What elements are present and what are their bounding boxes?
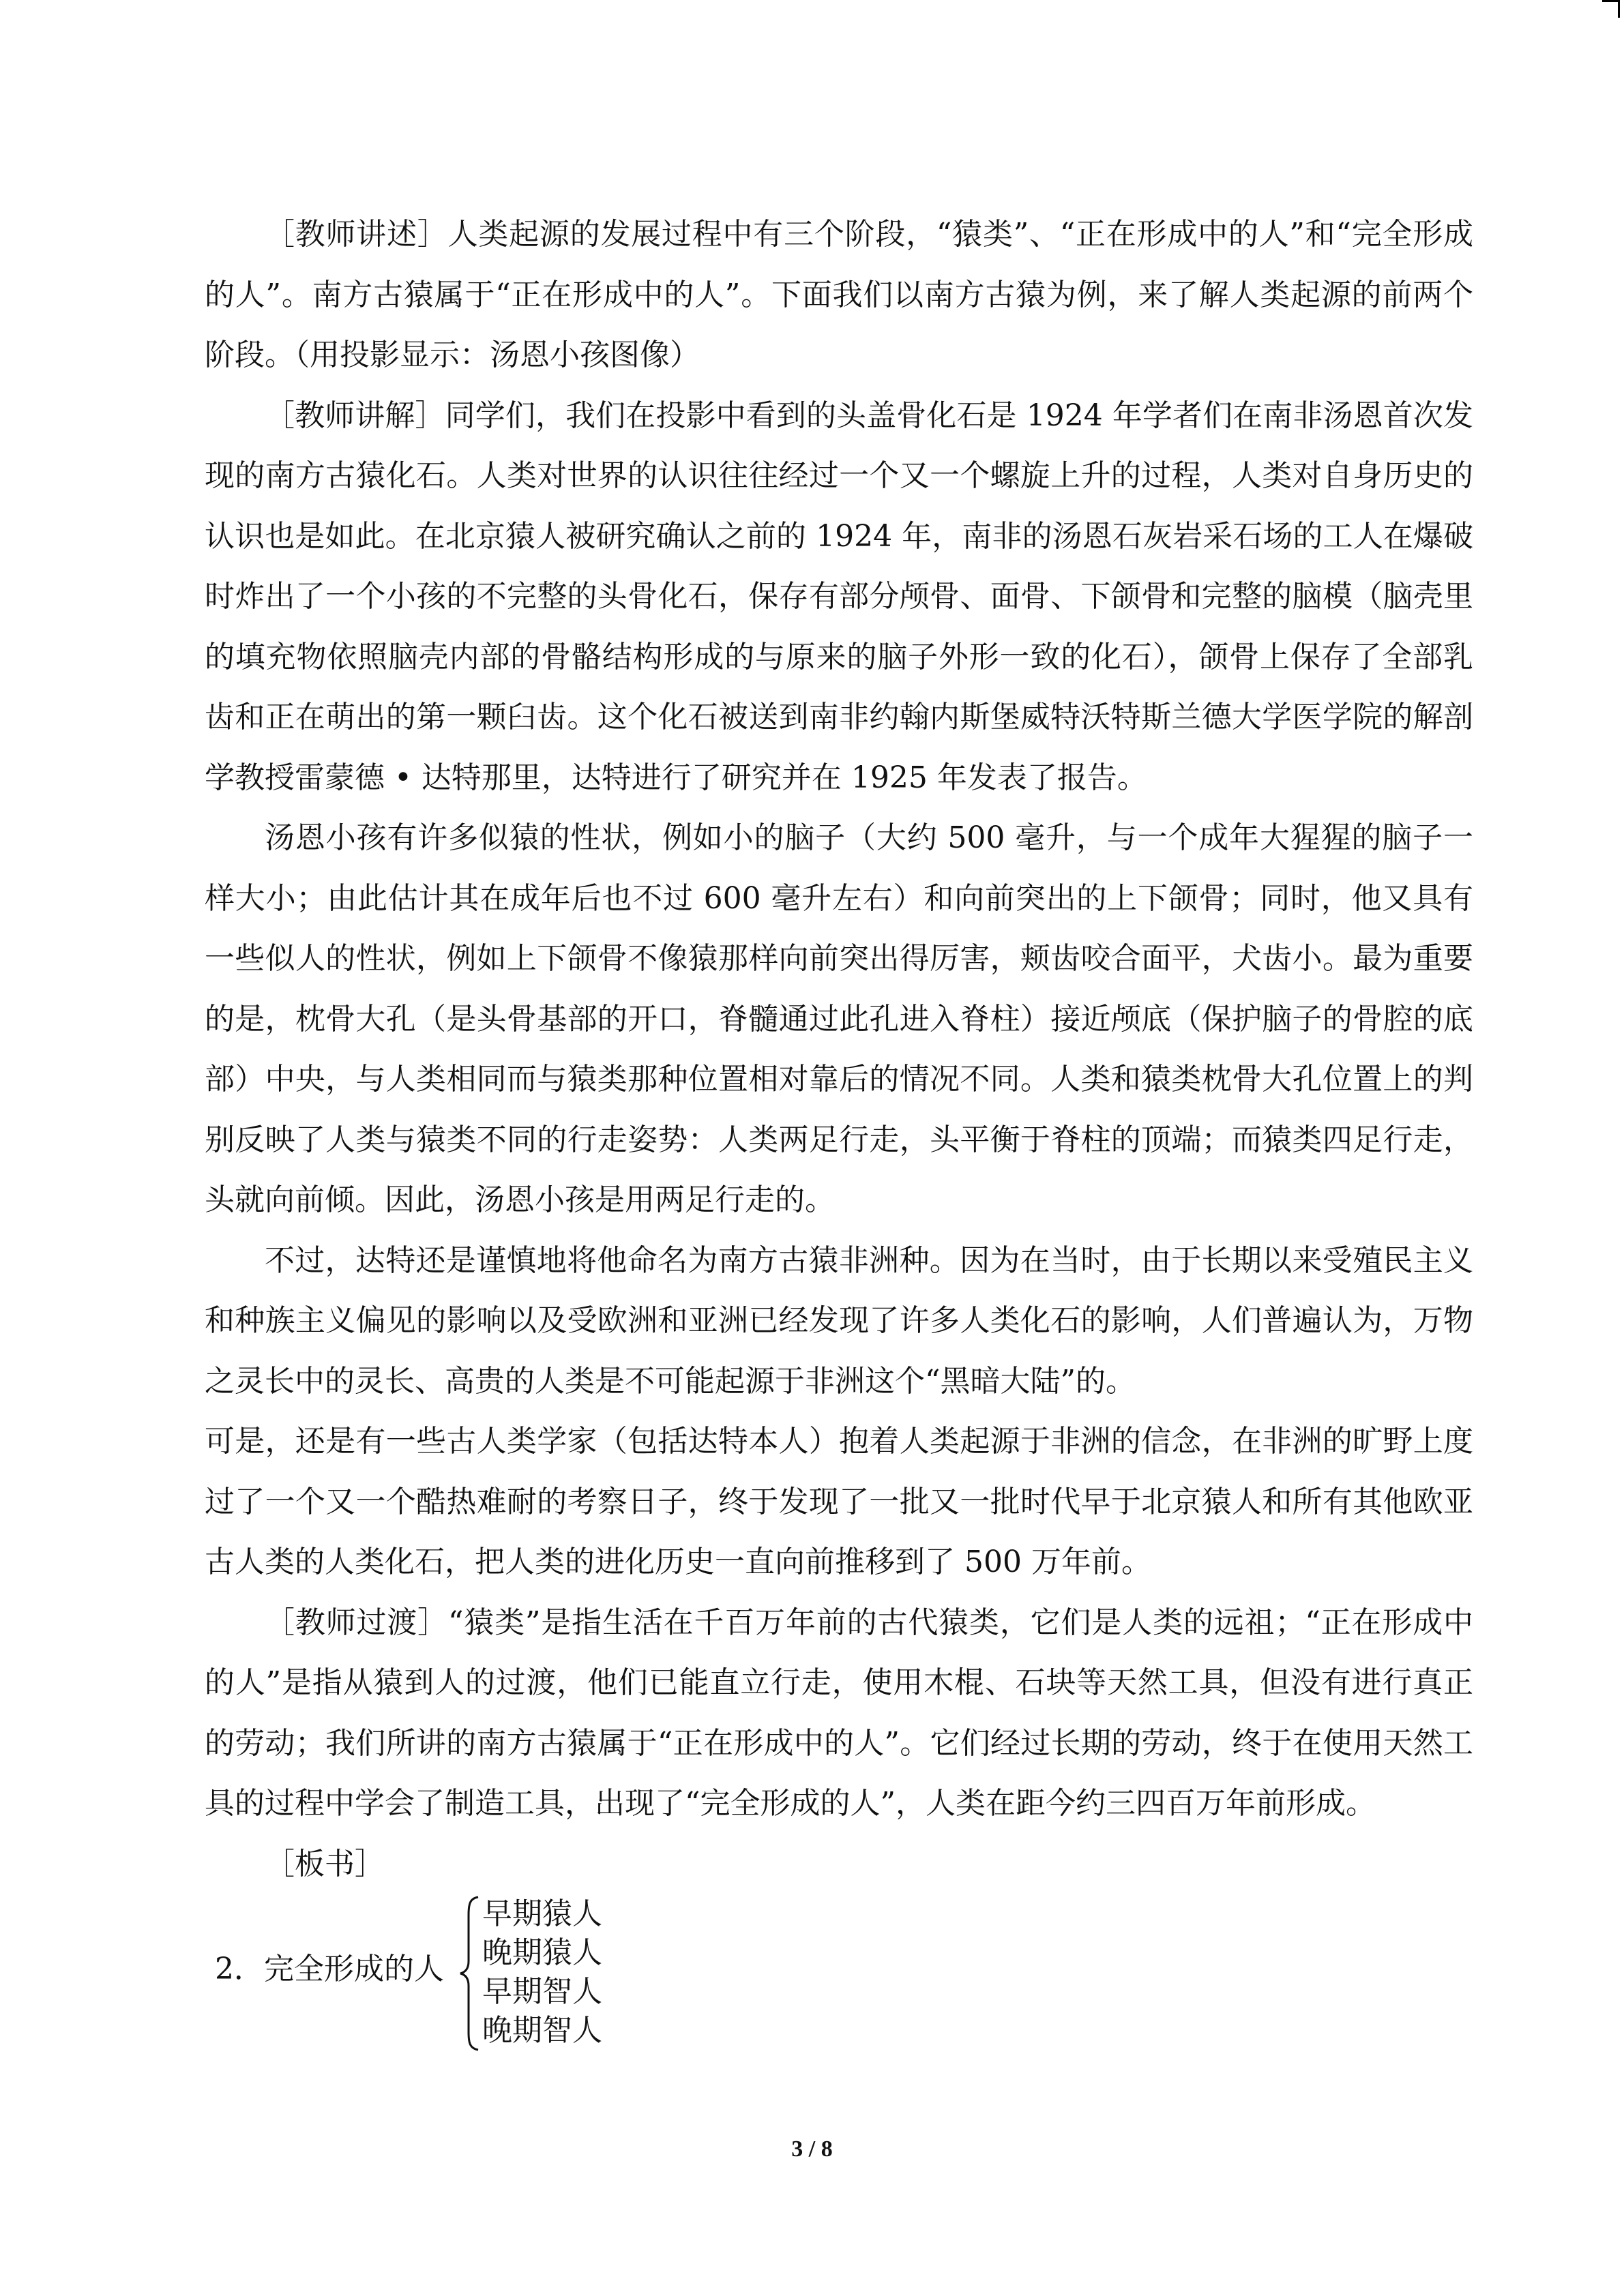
document-body [205,205,1473,1894]
page-corner-mark [1618,0,1620,18]
paragraph-text: ［教师讲解］同学们，我们在投影中看到的头盖骨化石是 1924 年学者们在南非汤恩首次发现的南方古猿化石。人类对世界的认识往往经过一个又一个螺旋上升的过程，人类对自身历史的认识也是如此。在北京猿人被研究确认之前的 1924 年，南非的汤恩石灰岩采石场的工人在爆破时炸出了一个小孩的不完整的头骨化石，保存有部分颅骨、面骨、下颌骨和完整的脑模（脑壳里的填充物依照脑壳内部的骨骼结构形成的与原来的脑子外形一致的化石），颌骨上保存了全部乳齿和正在萌出的第一颗臼齿。这个化石被送到南非约翰内斯堡威特沃特斯兰德大学医学院的解剖学教授雷蒙德 • 达特那里，达特进行了研究并在 1925 年发表了报告。 [205,398,1473,795]
document-page [205,205,1473,2053]
paragraph [205,808,1473,1231]
page-corner-mark [1602,0,1620,2]
board-item: 晚期猿人 [482,1935,602,1970]
page-number: 3 / 8 [791,2136,833,2162]
paragraph [205,1593,1473,1834]
curly-brace-icon [458,1896,485,2051]
board-diagram [215,1894,1473,2053]
paragraph [205,1231,1473,1412]
paragraph [205,205,1473,386]
paragraph-text: ［教师过渡］“猿类”是指生活在千百万年前的古代猿类，它们是人类的远祖；“正在形成中的人”是指从猿到人的过渡，他们已能直立行走，使用木棍、石块等天然工具，但没有进行真正的劳动；我们所讲的南方古猿属于“正在形成中的人”。它们经过长期的劳动，终于在使用天然工具的过程中学会了制造工具，出现了“完全形成的人”，人类在距今约三四百万年前形成。 [205,1605,1473,1821]
paragraph-text: ［教师讲述］人类起源的发展过程中有三个阶段，“猿类”、“正在形成中的人”和“完全形成的人”。南方古猿属于“正在形成中的人”。下面我们以南方古猿为例，来了解人类起源的前两个阶段。（用投影显示：汤恩小孩图像） [205,217,1473,372]
board-root-label: 2．完全形成的人 [215,1952,444,1986]
paragraph-text: 汤恩小孩有许多似猿的性状，例如小的脑子（大约 500 毫升，与一个成年大猩猩的脑子一样大小；由此估计其在成年后也不过 600 毫升左右）和向前突出的上下颌骨；同时，他又具有一些似人的性状，例如上下颌骨不像猿那样向前突出得厉害，颊齿咬合面平，犬齿小。最为重要的是，枕骨大孔（是头骨基部的开口，脊髓通过此孔进入脊柱）接近颅底（保护脑子的骨腔的底部）中央，与人类相同而与猿类那种位置相对靠后的情况不同。人类和猿类枕骨大孔位置上的判别反映了人类与猿类不同的行走姿势：人类两足行走，头平衡于脊柱的顶端；而猿类四足行走，头就向前倾。因此，汤恩小孩是用两足行走的。 [205,820,1473,1217]
paragraph-text: 可是，还是有一些古人类学家（包括达特本人）抱着人类起源于非洲的信念，在非洲的旷野上度过了一个又一个酷热难耐的考察日子，终于发现了一批又一批时代早于北京猿人和所有其他欧亚古人类的人类化石，把人类的进化历史一直向前推移到了 500 万年前。 [205,1424,1473,1579]
board-items [482,1894,602,2050]
board-item: 早期猿人 [482,1896,602,1931]
paragraph-text: ［板书］ [265,1846,385,1881]
board-item: 早期智人 [482,1974,602,2009]
paragraph [205,1412,1473,1593]
board-item: 晚期智人 [482,2013,602,2048]
paragraph-text: 不过，达特还是谨慎地将他命名为南方古猿非洲种。因为在当时，由于长期以来受殖民主义和种族主义偏见的影响以及受欧洲和亚洲已经发现了许多人类化石的影响，人们普遍认为，万物之灵长中的灵长、高贵的人类是不可能起源于非洲这个“黑暗大陆”的。 [205,1242,1473,1399]
paragraph [205,386,1473,809]
paragraph [205,1834,1473,1895]
